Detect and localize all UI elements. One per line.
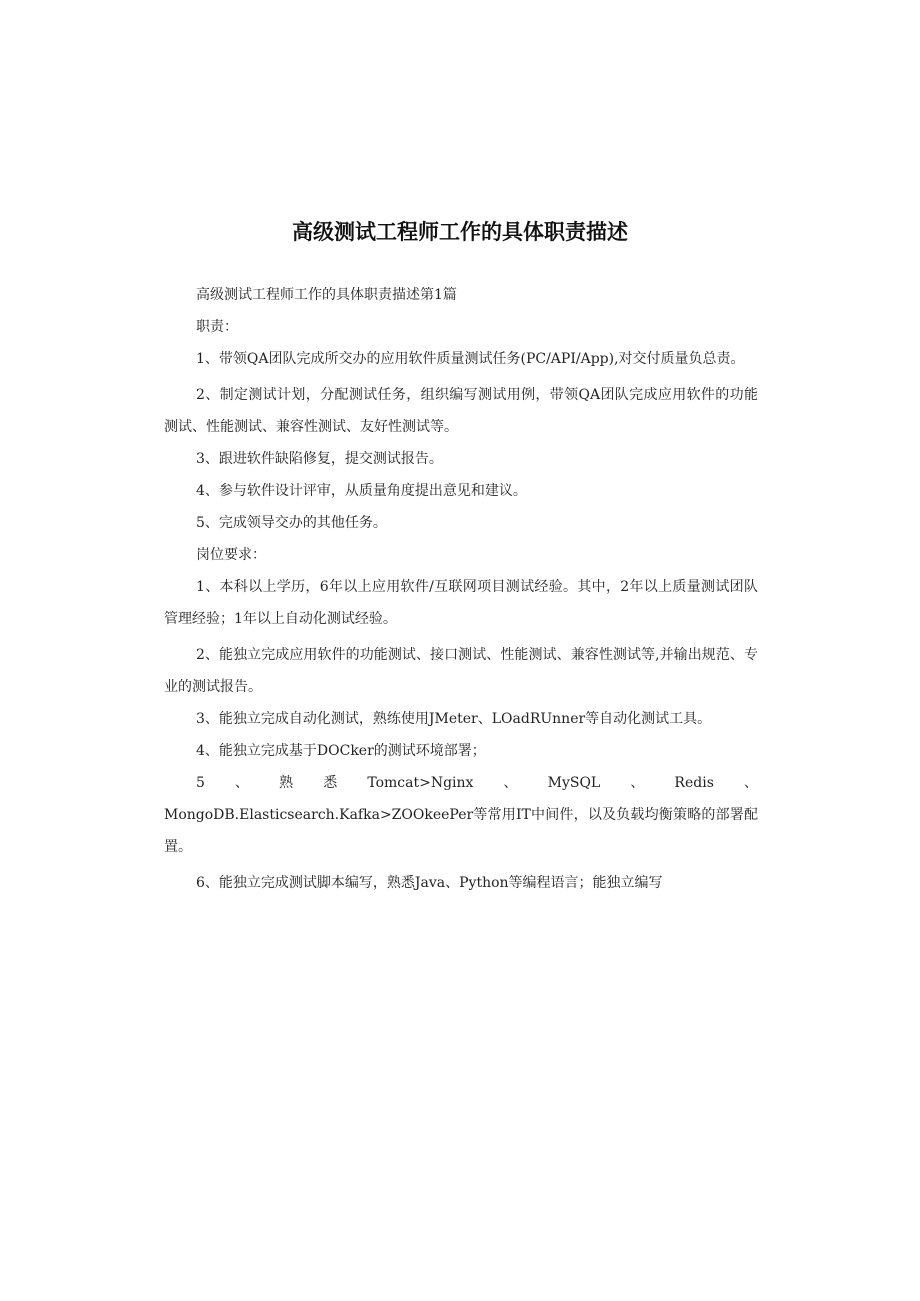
requirement-item-4: 4、能独立完成基于DOCker的测试环境部署； [196,743,486,759]
duty-item-2: 2、制定测试计划，分配测试任务，组织编写测试用例，带领QA团队完成应用软件的功能测试、性能测试、兼容性测试、友好性测试等。 [164,387,758,435]
section-heading-article-1: 高级测试工程师工作的具体职责描述第1篇 [196,287,457,303]
duty-item-4: 4、参与软件设计评审，从质量角度提出意见和建议。 [196,483,527,499]
section-label-requirements: 岗位要求： [196,547,266,563]
requirement-item-6: 6、能独立完成测试脚本编写，熟悉Java、Python等编程语言；能独立编写 [196,875,663,891]
requirement-item-3: 3、能独立完成自动化测试，熟练使用JMeter、LOadRUnner等自动化测试工具。 [196,711,712,727]
duty-item-5: 5、完成领导交办的其他任务。 [196,515,387,531]
duty-item-1: 1、带领QA团队完成所交办的应用软件质量测试任务(PC/API/App),对交付质量负总责。 [196,351,745,367]
requirement-item-2: 2、能独立完成应用软件的功能测试、接口测试、性能测试、兼容性测试等,并输出规范、专业的测试报告。 [164,647,758,695]
requirement-item-5: 5、熟悉Tomcat>Nginx、MySQL、Redis、MongoDB.Elasticsearch.Kafka>ZOOkeePer等常用IT中间件，以及负载均衡策略的部署配置。 [164,775,758,855]
duty-item-3: 3、跟进软件缺陷修复，提交测试报告。 [196,451,443,467]
document-title: 高级测试工程师工作的具体职责描述 [292,220,628,244]
requirement-item-1: 1、本科以上学历，6年以上应用软件/互联网项目测试经验。其中，2年以上质量测试团队管理经验；1年以上自动化测试经验。 [164,579,758,627]
section-label-duties: 职责： [196,319,238,335]
document-body [164,279,758,899]
